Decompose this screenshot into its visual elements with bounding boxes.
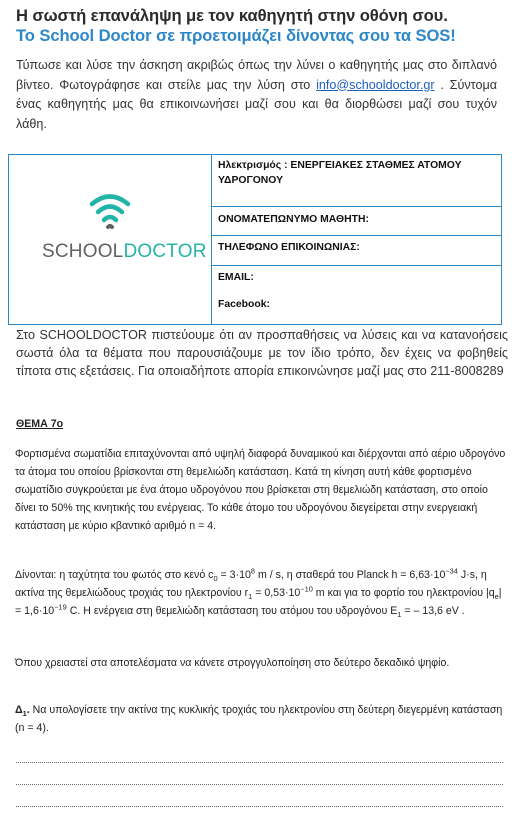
question-text: Να υπολογίσετε την ακτίνα της κυκλικής τροχιάς του ηλεκτρονίου στη δεύτερη διεγερμένη κατάσταση (n = 4).	[15, 704, 503, 734]
question-label: Δ	[15, 704, 23, 716]
problem-statement: Φορτισμένα σωματίδια επιταχύνονται από υψηλή διαφορά δυναμικού και διέρχονται από αέριο υδρογόνο τα άτομα του οποίου βρίσκονται στη θεμελιώδη κατάσταση. Κατά τη κίνηση αυτή κάθε φορτισμένο σωματίδιο συγκρούεται με ένα άτομο υδρογόνου που βρίσκεται στη θεμελιώδη κατάσταση, στο οποίο δίνει το 50% της κινητικής του ενέργειας. Το κάθε άτομο του υδρογόνου διεγείρεται στην ενεργειακή κατάσταση με κύριο κβαντικό αριθμό n = 4.	[15, 448, 506, 532]
student-name-field[interactable]: ΟΝΟΜΑΤΕΠΩΝΥΜΟ ΜΑΘΗΤΗ:	[212, 207, 501, 236]
contact-email-link[interactable]: info@schooldoctor.gr	[316, 77, 435, 92]
logo-doctor: DOCTOR	[123, 241, 207, 262]
answer-line-3[interactable]	[16, 806, 503, 807]
intro-text-end: . Σύντομα ένας καθηγητής μας θα επικοινωνήσει μαζί σου και θα διορθώσει μαζί σου τυχόν λάθη.	[16, 77, 497, 131]
rounding-note: Όπου χρειαστεί στα αποτελέσματα να κάνετε στρογγυλοποίηση στο δεύτερο δεκαδικό ψηφίο.	[15, 657, 450, 669]
given-values: Δίνονται: η ταχύτητα του φωτός στο κενό $c_0 = 3\cdot 10^8$ m / s, η σταθερά του Planck $h = 6,63\cdot 10^{-34}$ J·s, η ακτίνα της θεμελιώδους τροχιάς του ηλεκτρονίου $r_1 = 0,53\cdot 10^{-10}$ m και για το φορτίο του ηλεκτρονίου $|q_e| = 1,6\cdot 10^{-19}$ C. Η ενέργεια στη θεμελιώδη κατάσταση του ατόμου του υδρογόνου $E_1$ = – 13,6 eV .	[15, 566, 502, 620]
student-info-table	[8, 154, 502, 325]
facebook-field[interactable]: Facebook:	[218, 299, 270, 310]
schooldoctor-logo	[42, 241, 207, 263]
headline-line-2: Το School Doctor σε προετοιμάζει δίνοντας σου τα SOS!	[16, 26, 456, 45]
logo-cell	[9, 155, 212, 324]
email-field[interactable]: EMAIL:	[218, 272, 254, 283]
answer-line-1[interactable]	[16, 762, 503, 763]
answer-line-2[interactable]	[16, 784, 503, 785]
belief-paragraph: Στο SCHOOLDOCTOR πιστεύουμε ότι αν προσπαθήσεις να λύσεις και να κατανοήσεις σωστά όλα τα θέματα που παρουσιάζουμε με τον ίδιο τρόπο, δεν έχεις να φοβηθείς τίποτα στις εξετάσεις. Για οποιαδήποτε απορία επικοινώνησε μαζί μας στο 211-8008289	[16, 328, 508, 378]
logo-school: SCHOOL	[42, 241, 124, 262]
wifi-signal-icon	[89, 193, 131, 229]
headline-line-1: Η σωστή επανάληψη με τον καθηγητή στην οθόνη σου.	[16, 6, 448, 25]
intro-paragraph	[16, 56, 497, 134]
headline	[16, 6, 511, 46]
question-d1: $\Delta_1$. Να υπολογίσετε την ακτίνα της κυκλικής τροχιάς του ηλεκτρονίου στη δεύτερη διεγερμένη κατάσταση (n = 4).	[15, 704, 503, 734]
subject-cell: Ηλεκτρισμός : ΕΝΕΡΓΕΙΑΚΕΣ ΣΤΑΘΜΕΣ ΑΤΟΜΟΥ ΥΔΡΟΓΟΝΟΥ	[212, 155, 501, 207]
phone-field[interactable]: ΤΗΛΕΦΩΝΟ ΕΠΙΚΟΙΝΩΝΙΑΣ:	[212, 236, 501, 266]
theme-heading: ΘΕΜΑ 7ο	[16, 418, 64, 430]
intro-text: Τύπωσε και λύσε την άσκηση ακριβώς όπως την λύνει ο καθηγητής μας στο διπλανό βίντεο. Φωτογράφησε και στείλε μας την λύση στο	[16, 58, 497, 92]
